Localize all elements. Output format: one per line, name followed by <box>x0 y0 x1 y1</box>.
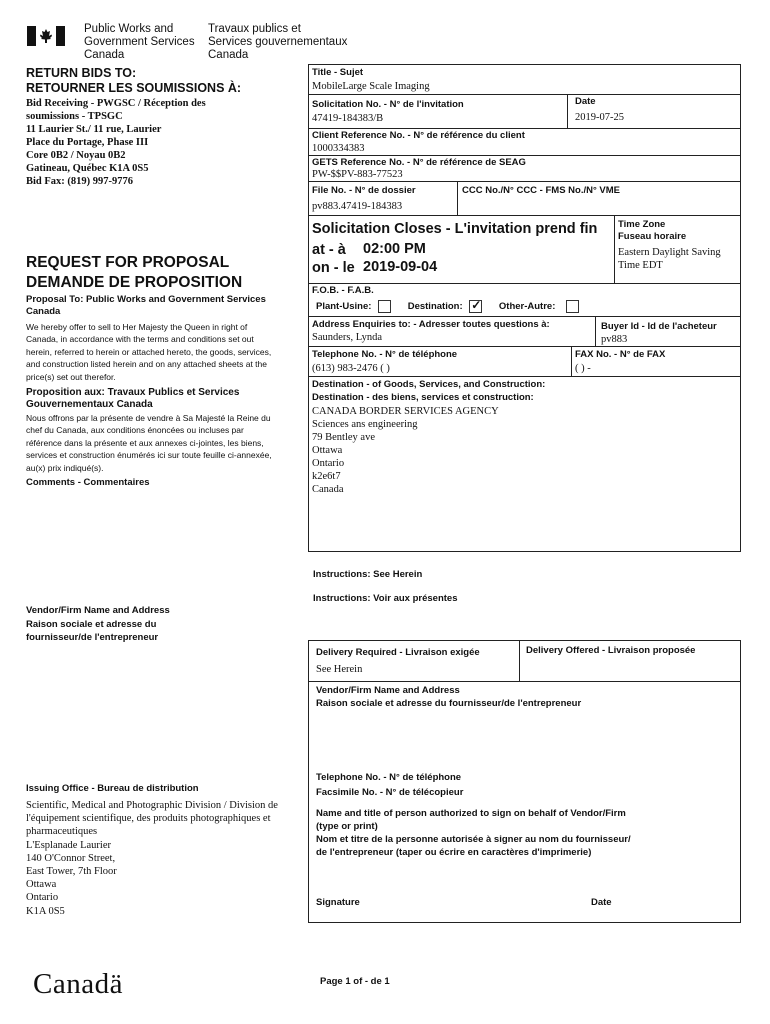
gets-ref-label: GETS Reference No. - N° de référence de SEAG <box>312 157 526 168</box>
destination-address: CANADA BORDER SERVICES AGENCY Sciences ans engineering 79 Bentley ave Ottawa Ontario k2e6t7 Canada <box>312 406 499 495</box>
page-number: Page 1 of - de 1 <box>320 976 390 987</box>
authorized-signer-label: Name and title of person authorized to sign on behalf of Vendor/Firm (type or print) Nom et titre de la personne autorisée à signer au nom du fournisseur/ de l'entrepreneur (taper ou écrire en caractères d'imprimerie) <box>316 808 631 858</box>
proposal-to-text: We hereby offer to sell to Her Majesty the Queen in right of Canada, in accordance with the terms and conditions set out herein, referred to herein or attached hereto, the goods, services, and construction listed herein and on any attached sheets at the price(s) set out therefor. <box>26 322 272 382</box>
proposition-text: Nous offrons par la présente de vendre à Sa Majesté la Reine du chef du Canada, aux conditions énoncées ou incluses par référence dans la présente et aux annexes ci-jointes, les biens, services et construction énumérés ici sur toute feuille ci-annexée, au(x) prix indiqué(s). <box>26 413 272 473</box>
fob-label: F.O.B. - F.A.B. <box>312 285 374 296</box>
solicitation-label: Solicitation No. - N° de l'invitation <box>312 99 464 110</box>
delivery-offered-label: Delivery Offered - Livraison proposée <box>526 645 696 656</box>
delivery-required-label: Delivery Required - Livraison exigée <box>316 647 480 658</box>
issuing-office-label: Issuing Office - Bureau de distribution <box>26 783 199 794</box>
vendor-firm-label: Vendor/Firm Name and Address Raison sociale et adresse du fournisseur/de l'entrepreneur <box>26 605 170 643</box>
enquiries-label: Address Enquiries to: - Adresser toutes questions à: <box>312 319 550 330</box>
date-value: 2019-07-25 <box>575 112 624 123</box>
date-label: Date <box>575 96 596 107</box>
instructions-fr: Instructions: Voir aux présentes <box>313 593 458 604</box>
ccc-no-label: CCC No./N° CCC - FMS No./N° VME <box>462 185 621 196</box>
canada-wordmark: Canadä <box>33 968 123 1000</box>
delivery-required-value: See Herein <box>316 664 363 675</box>
vendor-phone-label: Telephone No. - N° de téléphone <box>316 772 462 783</box>
closes-at-value: 02:00 PM <box>363 241 426 257</box>
file-no-value: pv883.47419-184383 <box>312 201 403 212</box>
fax-value: ( ) - <box>575 363 591 374</box>
destination-label: Destination - of Goods, Services, and Construction: Destination - des biens, services et construction: <box>312 379 546 403</box>
rfp-title: REQUEST FOR PROPOSAL DEMANDE DE PROPOSITION <box>26 254 243 291</box>
other-autre-label: Other-Autre: <box>498 301 556 313</box>
time-zone-label: Time Zone Fuseau horaire <box>618 219 687 242</box>
destination-option-label: Destination: <box>407 301 463 313</box>
phone-value: (613) 983-2476 ( ) <box>312 363 390 374</box>
comments-label: Comments - Commentaires <box>26 477 150 488</box>
time-zone-value: Eastern Daylight Saving Time EDT <box>618 247 721 271</box>
department-name-fr: Travaux publics et Services gouvernementaux Canada <box>208 23 348 61</box>
client-ref-value: 1000334383 <box>312 143 365 154</box>
proposition-label: Proposition aux: Travaux Publics et Services Gouvernementaux Canada <box>26 387 240 410</box>
proposal-to-label: Proposal To: Public Works and Government Services Canada <box>26 294 266 317</box>
destination-checkbox[interactable] <box>469 300 482 313</box>
file-no-label: File No. - N° de dossier <box>312 185 416 196</box>
return-bids-heading: RETURN BIDS TO: RETOURNER LES SOUMISSIONS À: <box>26 66 242 95</box>
department-name-en: Public Works and Government Services Canada <box>84 23 195 61</box>
gets-ref-value: PW-$$PV-883-77523 <box>312 169 403 180</box>
buyer-id-label: Buyer Id - Id de l'acheteur <box>601 321 717 332</box>
fax-label: FAX No. - N° de FAX <box>575 349 666 360</box>
closes-on-label: on - le <box>312 260 355 276</box>
signature-date-label: Date <box>591 897 612 908</box>
signature-label: Signature <box>316 897 360 908</box>
instructions-en: Instructions: See Herein <box>313 569 423 580</box>
checkmark-icon: ✓ <box>471 298 482 312</box>
plant-usine-label: Plant-Usine: <box>316 301 372 313</box>
client-ref-label: Client Reference No. - N° de référence du client <box>312 130 525 141</box>
title-label: Title - Sujet <box>312 67 364 78</box>
solicitation-closes-label: Solicitation Closes - L'invitation prend fin <box>312 221 598 237</box>
buyer-id-value: pv883 <box>601 334 628 345</box>
issuing-office-address: Scientific, Medical and Photographic Division / Division de l'équipement scientifique, des produits photographiques et pharmaceutiques L'Esplanade Laurier 140 O'Connor Street, East Tower, 7th Floor Ottawa Ontario K1A 0S5 <box>26 800 278 917</box>
vendor-address-label: Vendor/Firm Name and Address Raison sociale et adresse du fournisseur/de l'entrepreneur <box>316 685 582 709</box>
closes-on-value: 2019-09-04 <box>363 259 438 275</box>
plant-usine-checkbox[interactable] <box>378 300 391 313</box>
closes-at-label: at - à <box>312 242 346 258</box>
solicitation-value: 47419-184383/B <box>312 113 384 124</box>
phone-label: Telephone No. - N° de téléphone <box>312 349 458 360</box>
return-bids-address: Bid Receiving - PWGSC / Réception des soumissions - TPSGC 11 Laurier St./ 11 rue, Laurier Place du Portage, Phase III Core 0B2 / Noyau 0B2 Gatineau, Québec K1A 0S5 Bid Fax: (819) 997-9776 <box>26 98 206 187</box>
other-autre-checkbox[interactable] <box>566 300 579 313</box>
enquiries-value: Saunders, Lynda <box>312 332 382 343</box>
fob-options <box>316 300 579 313</box>
title-value: MobileLarge Scale Imaging <box>312 81 430 92</box>
canada-flag-icon <box>27 26 65 46</box>
vendor-fax-label: Facsimile No. - N° de télécopieur <box>316 787 464 798</box>
